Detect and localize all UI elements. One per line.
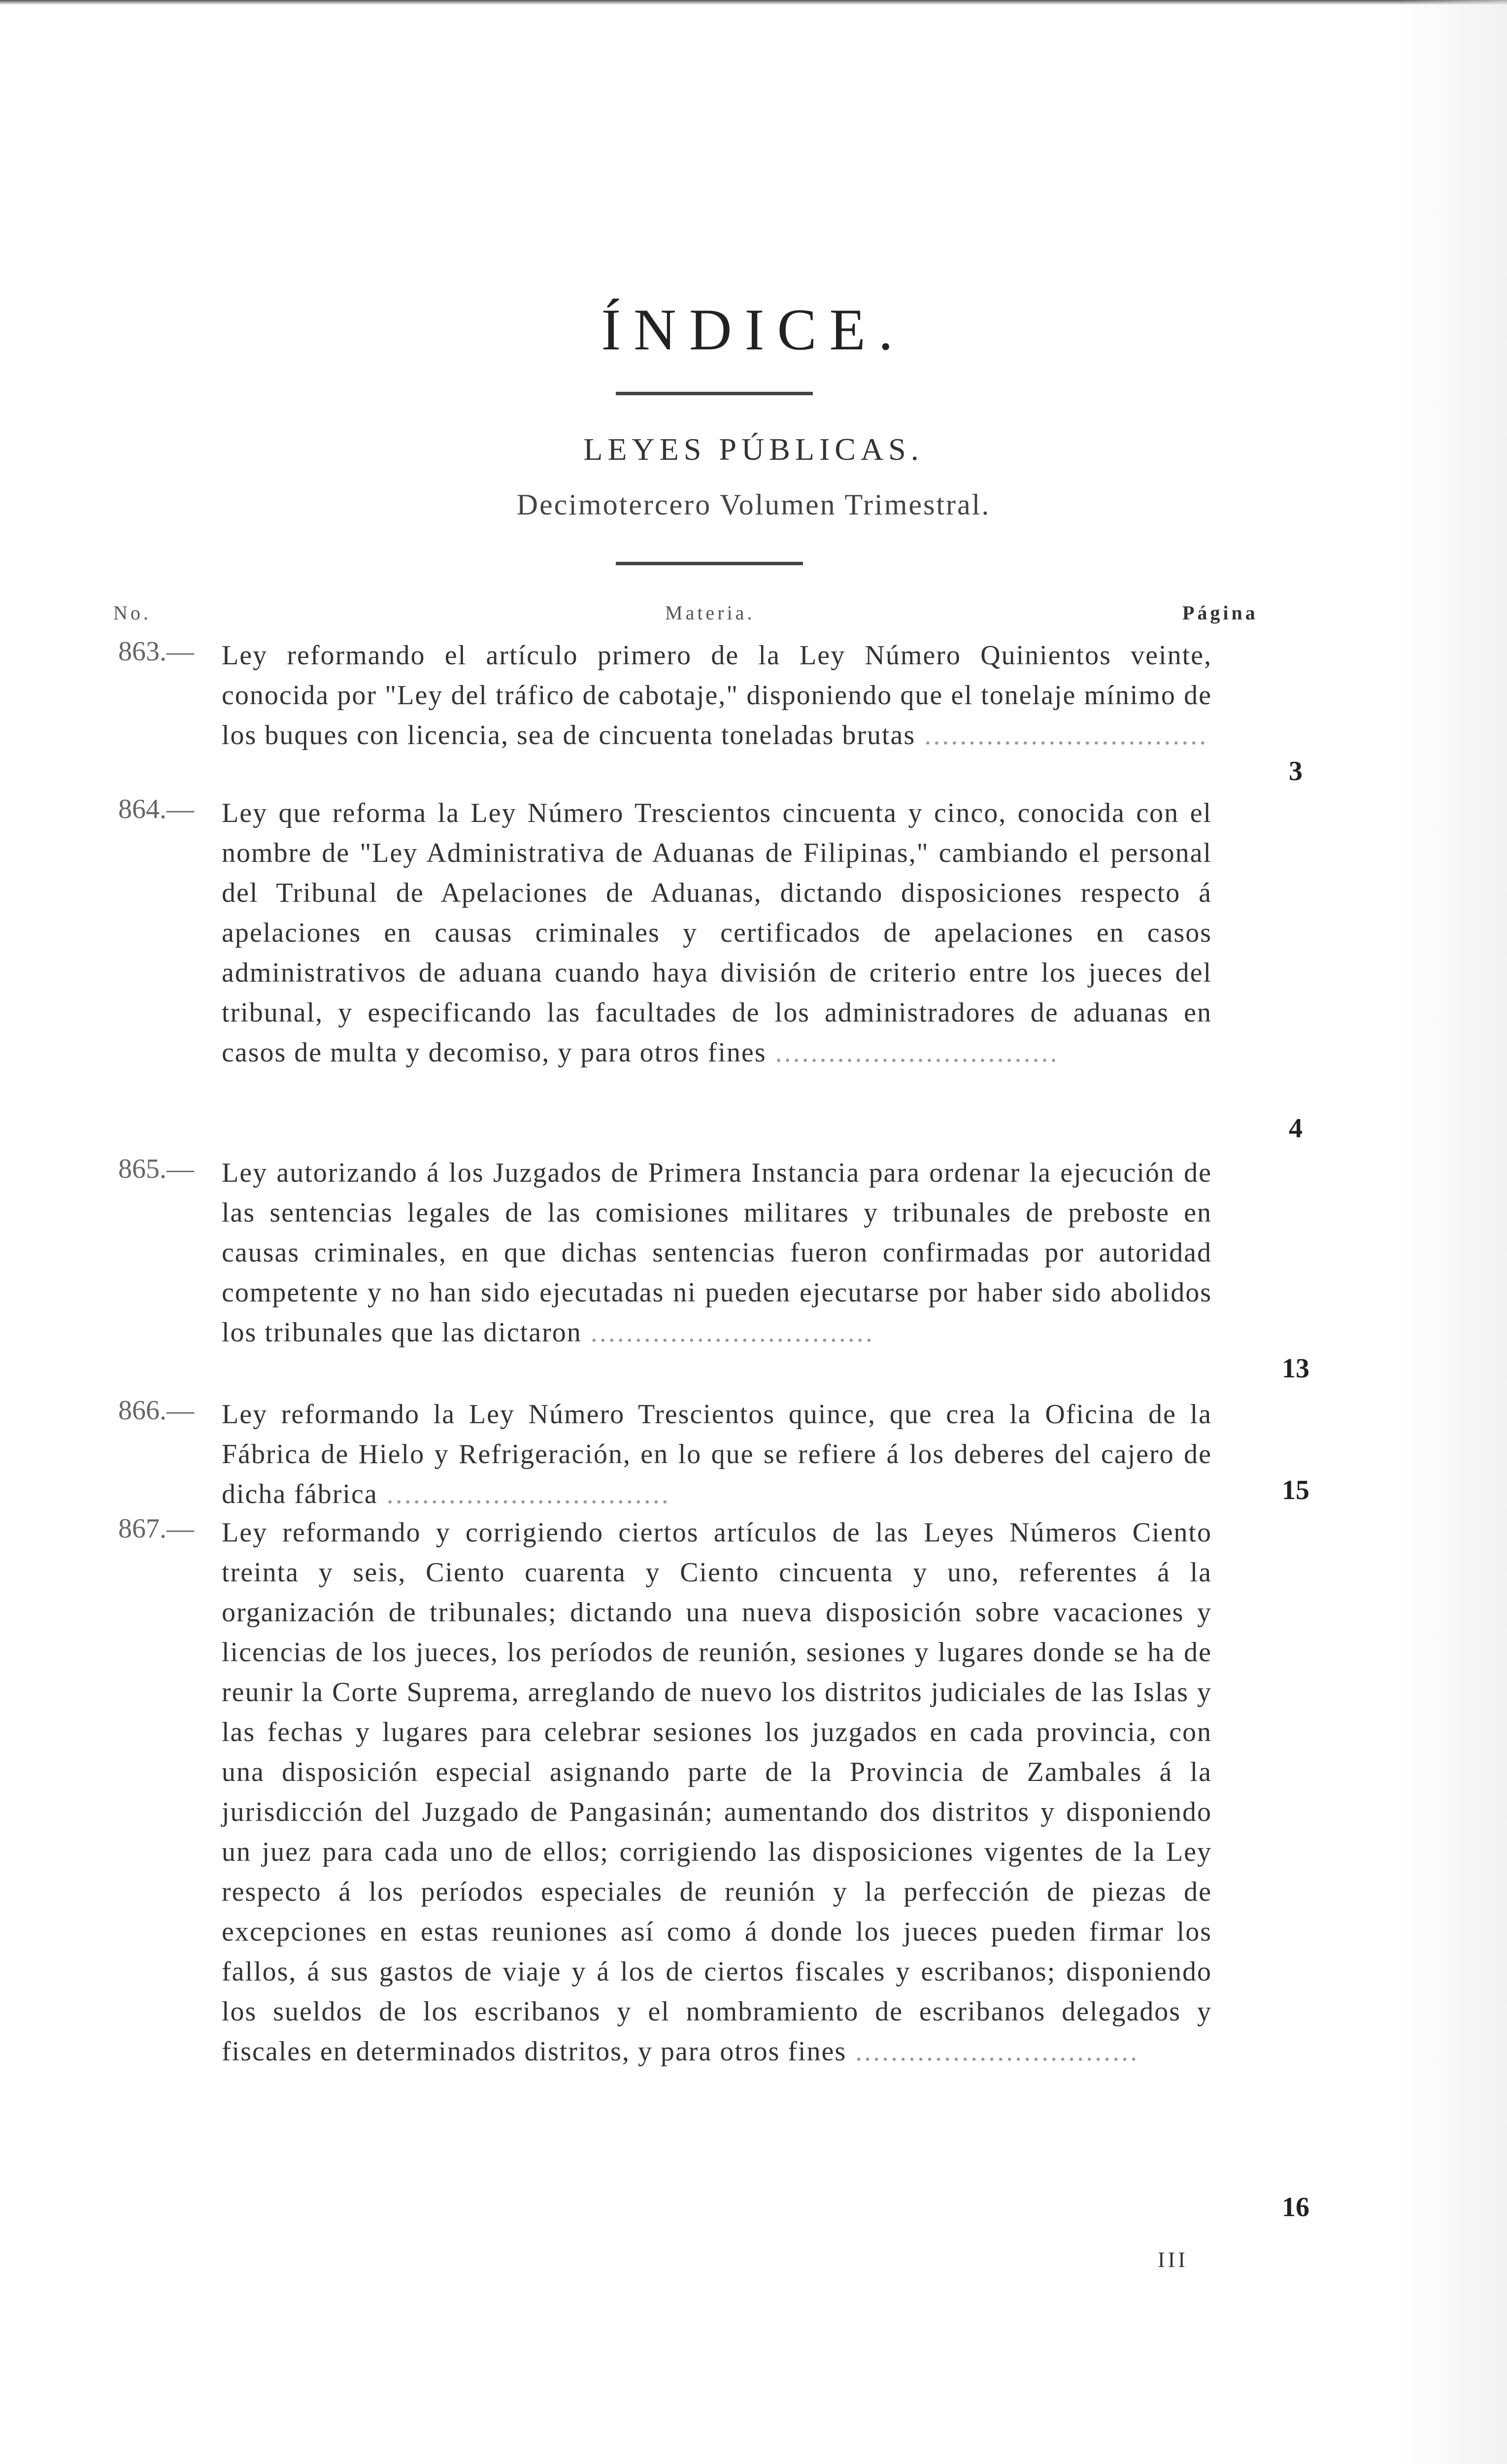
column-header-pagina: Página [1182,602,1258,624]
section-title: LEYES PÚBLICAS. [583,432,924,467]
entry-page-number: 13 [1282,1353,1309,1384]
section-subtitle: Decimotercero Volumen Trimestral. [516,488,991,521]
entry-description: Ley reformando la Ley Número Trescientos quince, que crea la Oficina de la Fábrica de Hielo y Refrigeración, en lo que se refiere á los deberes del cajero de dicha fábrica ..... [222,1395,1212,1514]
entry-number: 867.— [118,1513,194,1544]
entry-page-number: 4 [1289,1113,1303,1144]
entry-page-number: 3 [1289,756,1303,787]
entry-page-number: 15 [1282,1475,1309,1506]
entry-description: Ley reformando y corrigiendo ciertos artículos de las Leyes Números Ciento treinta y seis, Ciento cuarenta y Ciento cincuenta y uno, referentes á la organización de tribunales; dictando una nueva disposición sobre vacaciones y licencias de los jueces, los períodos de reunión, sesiones y lugares donde se ha de reunir la Corte Suprema, arreglando de nuevo los distritos judiciales de las Islas y las fechas y lugares para celebrar sesiones los juzgados en cada provincia, con una disposición especial asignando parte de la Provincia de Zambales á la jurisdicción del Juzgado de Pangasinán; aumentando dos distritos y disponiendo un juez para cada uno de ellos; corrigiendo las disposiciones vigentes de la Ley respecto á los períodos especiales de reunión y la perfección de piezas de excepciones en estas reuniones así como á donde los jueces pueden firmar los fallos, á sus gastos de viaje y á los de ciertos fiscales y escribanos; disponiendo los sueldos de los escribanos y el nombramiento de escribanos delegados y fiscales en determinados distritos, y para otros fines ..... [222,1513,1212,2072]
page-title: ÍNDICE. [601,297,906,362]
page-top-edge [0,0,1507,5]
entry-number: 863.— [118,636,194,667]
subtitle-divider [616,562,803,565]
entry-number: 865.— [118,1154,194,1184]
page-folio: III [1158,2248,1188,2272]
entry-description: Ley autorizando á los Juzgados de Primera Instancia para ordenar la ejecución de las sentencias legales de las comisiones militares y tribunales de preboste en causas criminales, en que dichas sentencias fueron confirmadas por autoridad competente y no han sido ejecutadas ni pueden ejecutarse por haber sido abolidos los tribunales que las dictaron ..... [222,1153,1212,1353]
entry-description: Ley reformando el artículo primero de la Ley Número Quinientos veinte, conocida por "Ley del tráfico de cabotaje," disponiendo que el tonelaje mínimo de los buques con licencia, sea de cincuenta toneladas brutas ..... [222,636,1212,755]
title-divider [616,392,813,395]
column-header-materia: Materia. [665,602,755,624]
page-right-shadow [1399,0,1507,2464]
column-header-no: No. [113,602,151,624]
entry-number: 864.— [118,794,194,824]
entry-number: 866.— [118,1395,194,1426]
entry-description: Ley que reforma la Ley Número Trescientos cincuenta y cinco, conocida con el nombre de "Ley Administrativa de Aduanas de Filipinas," cambiando el personal del Tribunal de Apelaciones de Aduanas, dictando disposiciones respecto á apelaciones en causas criminales y certificados de apelaciones en casos administrativos de aduana cuando haya división de criterio entre los jueces del tribunal, y especificando las facultades de los administradores de aduanas en casos de multa y decomiso, y para otros fines ..... [222,793,1212,1073]
entry-page-number: 16 [1282,2192,1309,2223]
